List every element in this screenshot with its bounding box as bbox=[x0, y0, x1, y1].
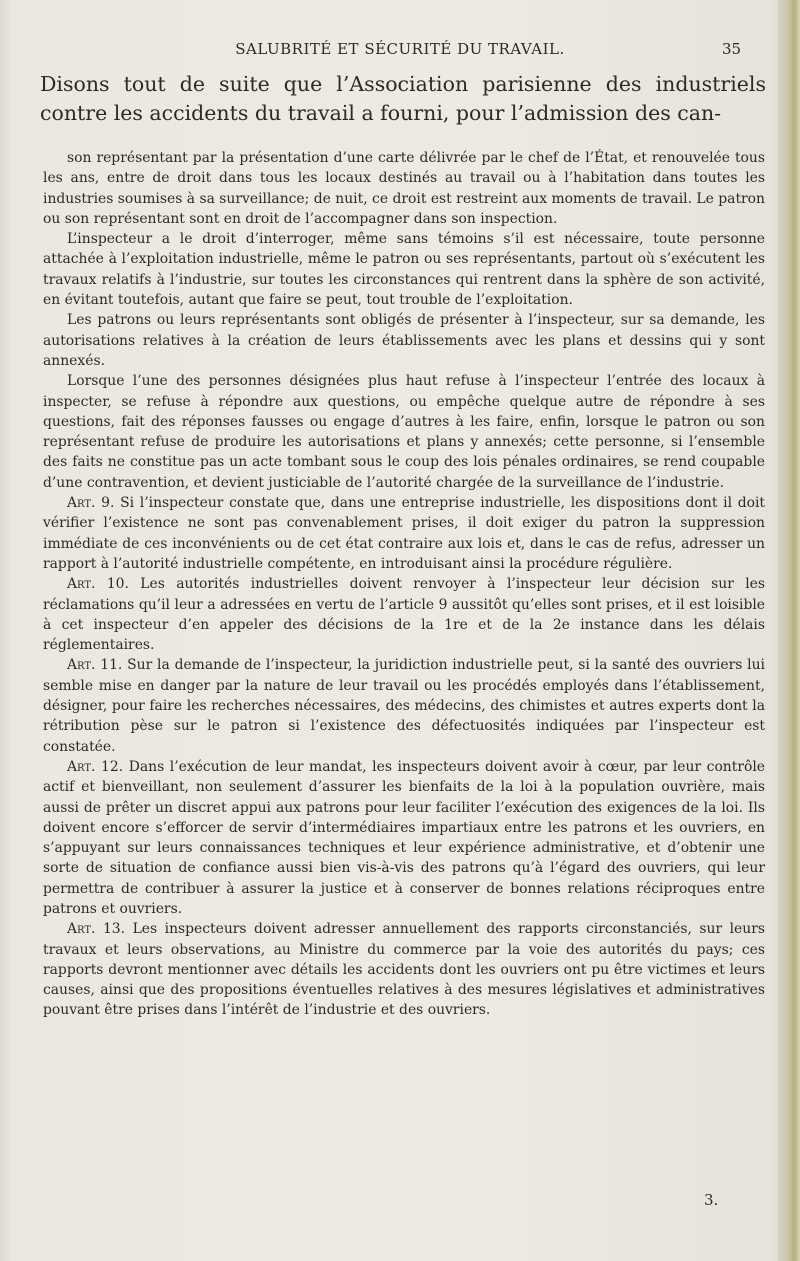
paragraph bbox=[43, 371, 765, 493]
article-label: Art. 9. bbox=[67, 495, 115, 512]
page-edge bbox=[778, 0, 800, 1261]
paragraph-text: Lorsque l’une des personnes désignées plus haut refuse à l’inspecteur l’entrée des locaux à inspecter, se refuse à répondre aux questions, ou empêche quelque autre de répondre à ses questions, fait des réponses fausses ou engage d’autres à les faire, enfin, lorsque le patron ou son représentant refuse de produire les autorisations et plans y annexés; cette personne, si l’ensemble des faits ne constitue pas un acte tombant sous le coup des lois pénales ordinaires, se rend coupable d’une contravention, et devient justiciable de l’autorité chargée de la surveillance de l’industrie. bbox=[43, 373, 765, 491]
paragraph-text: L’inspecteur a le droit d’interroger, même sans témoins s’il est nécessaire, toute personne attachée à l’exploitation industrielle, même le patron ou ses représentants, partout où s’exécutent les travaux relatifs à l’industrie, sur toutes les circonstances qui rentrent dans la sphère de son activité, en évitant toutefois, autant que faire se peut, tout trouble de l’exploitation. bbox=[43, 231, 765, 309]
article-label: Art. 13. bbox=[67, 921, 126, 938]
article-13 bbox=[43, 919, 765, 1020]
article-text: Les autorités industrielles doivent renvoyer à l’inspecteur leur décision sur les réclamations qu’il leur a adressées en vertu de l’article 9 aussitôt qu’elles sont prises, et il est loisible à cet inspecteur d’en appeler des décisions de la 1re et de la 2e instance dans les délais réglementaires. bbox=[43, 576, 765, 654]
body-text bbox=[43, 148, 765, 1021]
article-text: Les inspecteurs doivent adresser annuellement des rapports circonstanciés, sur leurs travaux et leurs observations, au Ministre du commerce par la voie des autorités du pays; ces rapports devront mentionner avec détails les accidents dont les ouvriers ont pu être victimes et leurs causes, ainsi que des propositions éventuelles relatives à des mesures législatives et administratives pouvant être prises dans l’intérêt de l’industrie et des ouvriers. bbox=[43, 921, 765, 1019]
intro-paragraph: Disons tout de suite que l’Association parisienne des industriels contre les accidents du travail a fourni, pour l’admission des can- bbox=[40, 72, 766, 125]
article-label: Art. 11. bbox=[67, 657, 123, 674]
signature-mark: 3. bbox=[704, 1191, 719, 1209]
paragraph bbox=[43, 310, 765, 371]
paragraph bbox=[43, 148, 765, 229]
paragraph-text: son représentant par la présentation d’une carte délivrée par le chef de l’État, et renouvelée tous les ans, entre de droit dans tous les locaux destinés au travail ou à l’habitation dans toutes les industries soumises à sa surveillance; de nuit, ce droit est restreint aux moments de travail. Le patron ou son représentant sont en droit de l’accompagner dans son inspection. bbox=[43, 150, 765, 227]
article-text: Dans l’exécution de leur mandat, les inspecteurs doivent avoir à cœur, par leur contrôle actif et bienveillant, non seulement d’assurer les bienfaits de la loi à la population ouvrière, mais aussi de prêter un discret appui aux patrons pour leur faciliter l’exécution des exigences de la loi. Ils doivent encore s’efforcer de servir d’intermédiaires impartiaux entre les patrons et les ouvriers, en s’appuyant sur leurs connaissances techniques et leur expérience administrative, et d’obtenir une sorte de situation de confiance aussi bien vis-à-vis des patrons qu’à l’égard des ouvriers, qui leur permettra de contribuer à assurer la justice et à conserver de bonnes relations réciproques entre patrons et ouvriers. bbox=[43, 758, 765, 917]
running-header bbox=[0, 40, 800, 64]
running-title: SALUBRITÉ ET SÉCURITÉ DU TRAVAIL. bbox=[235, 40, 565, 58]
article-9 bbox=[43, 493, 765, 574]
article-10 bbox=[43, 574, 765, 655]
page-number: 35 bbox=[722, 40, 742, 58]
article-12 bbox=[43, 757, 765, 919]
article-text: Si l’inspecteur constate que, dans une entreprise industrielle, les dispositions dont il doit vérifier l’existence ne sont pas convenablement prises, il doit exiger du patron la suppression immédiate de ces inconvénients ou de cet état contraire aux lois et, dans le cas de refus, adresser un rapport à l’autorité industrielle compétente, en introduisant ainsi la procédure régulière. bbox=[43, 495, 765, 572]
article-label: Art. 10. bbox=[67, 576, 129, 593]
article-text: Sur la demande de l’inspecteur, la juridiction industrielle peut, si la santé des ouvriers lui semble mise en danger par la nature de leur travail ou les procédés employés dans l’établissement, désigner, pour faire les recherches nécessaires, des médecins, des chimistes et autres experts dont la rétribution pèse sur le patron si l’existence des défectuosités indiquées par l’inspecteur est constatée. bbox=[43, 657, 765, 755]
article-label: Art. 12. bbox=[67, 758, 124, 775]
paragraph-text: Les patrons ou leurs représentants sont obligés de présenter à l’inspecteur, sur sa demande, les autorisations relatives à la création de leurs établissements avec les plans et dessins qui y sont annexés. bbox=[43, 312, 765, 369]
paragraph bbox=[43, 229, 765, 310]
article-11 bbox=[43, 655, 765, 756]
